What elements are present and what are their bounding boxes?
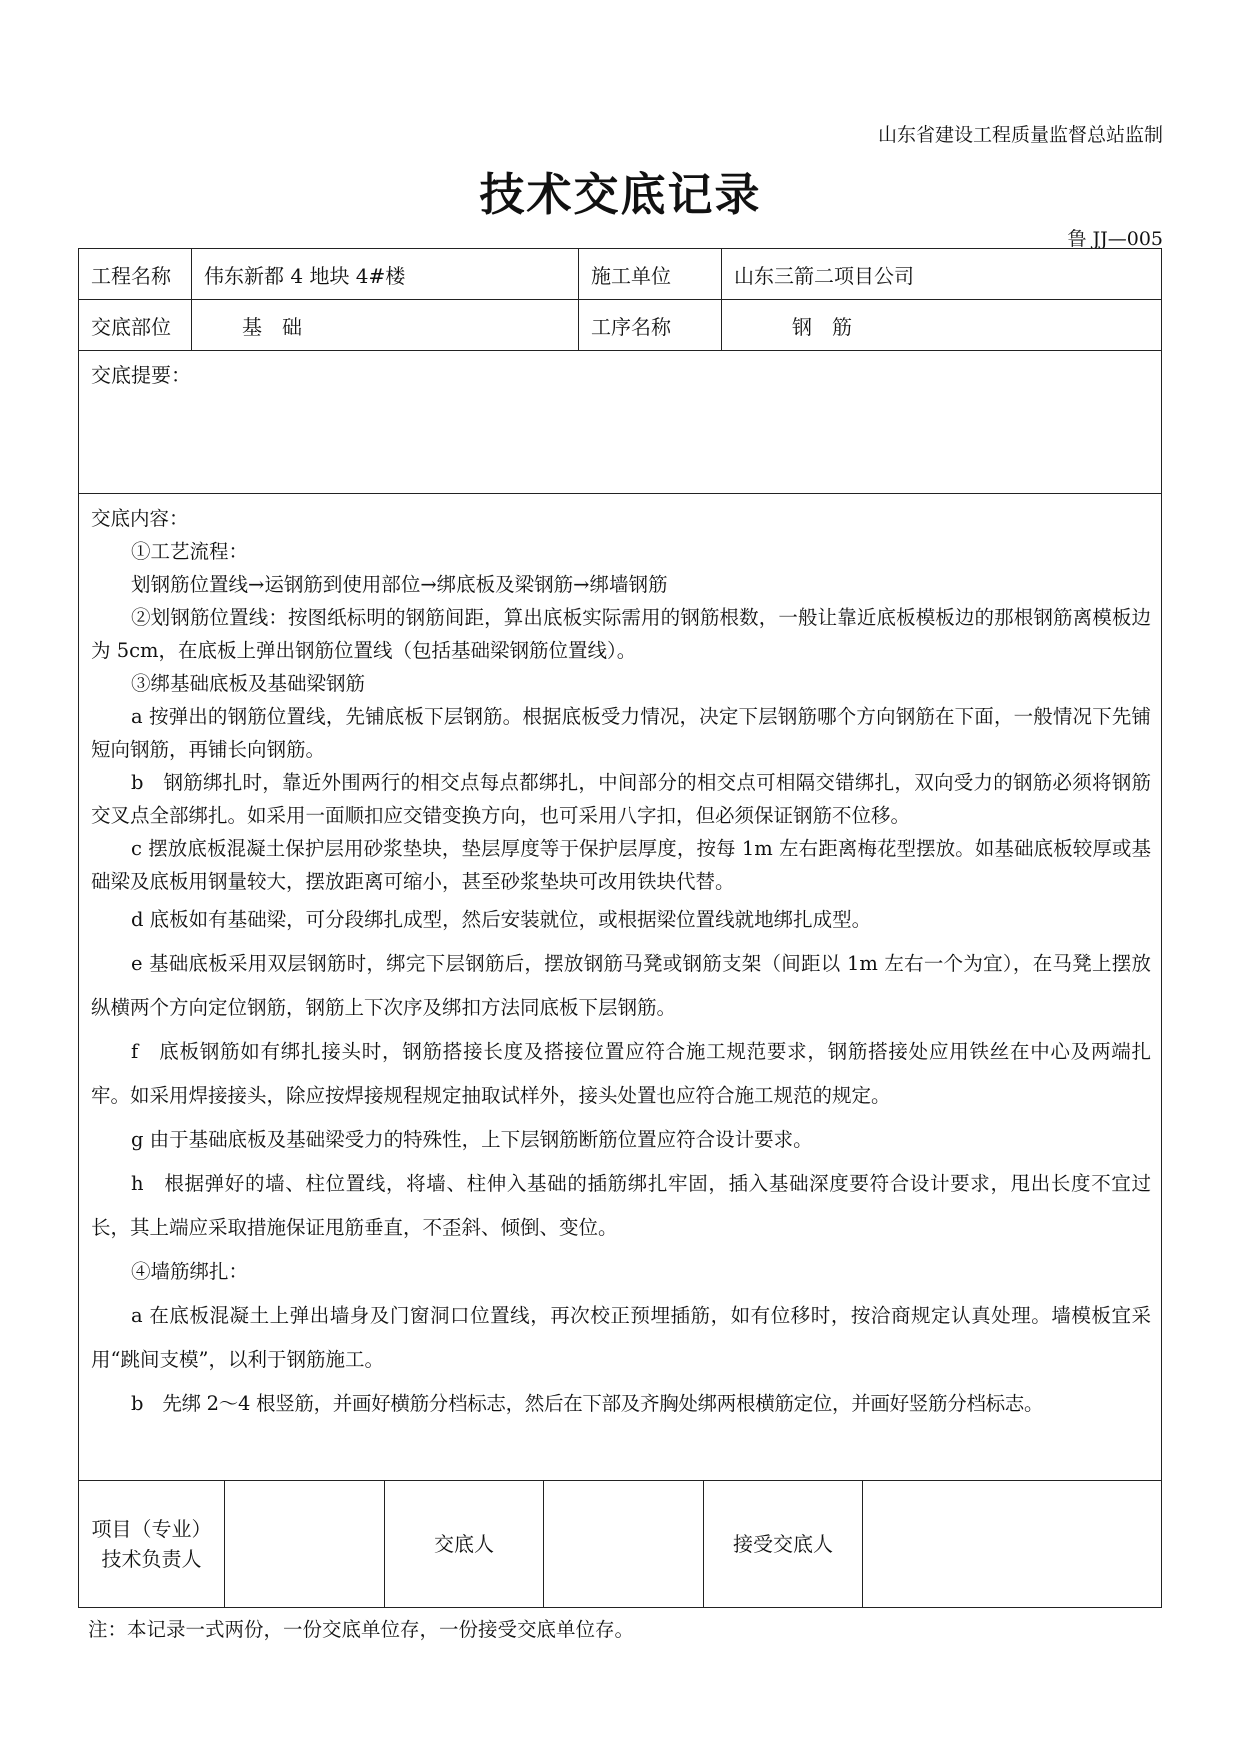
summary-label: 交底提要：	[91, 363, 191, 387]
content-item-g: g 由于基础底板及基础梁受力的特殊性，上下层钢筋断筋位置应符合设计要求。	[131, 1128, 813, 1151]
tech-lead-label	[79, 1481, 225, 1607]
content-item-a: a 按弹出的钢筋位置线，先铺底板下层钢筋。根据底板受力情况，决定下层钢筋哪个方向钢筋在下面，一般情况下先铺短向钢筋，再铺长向钢筋。	[91, 705, 1151, 761]
content-step-2: ②划钢筋位置线：按图纸标明的钢筋间距，算出底板实际需用的钢筋根数，一般让靠近底板模板边的那根钢筋离模板边为 5cm，在底板上弹出钢筋位置线（包括基础梁钢筋位置线）。	[91, 606, 1151, 662]
signature-row	[79, 1481, 1161, 1607]
tech-lead-signature	[225, 1481, 385, 1607]
content-item-e: e 基础底板采用双层钢筋时，绑完下层钢筋后，摆放钢筋马凳或钢筋支架（间距以 1m 左右一个为宜），在马凳上摆放纵横两个方向定位钢筋，钢筋上下次序及绑扣方法同底板下层钢筋。	[91, 952, 1151, 1019]
info-row-project	[79, 249, 1161, 300]
content-body	[91, 502, 1151, 1426]
tech-lead-label-line2: 技术负责人	[101, 1547, 202, 1571]
footnote: 注：本记录一式两份，一份交底单位存，一份接受交底单位存。	[88, 1618, 635, 1641]
content-step-1: ①工艺流程：	[131, 540, 249, 563]
tech-lead-label-line1: 项目（专业）	[91, 1517, 212, 1541]
receiver-label: 接受交底人	[704, 1481, 863, 1607]
presenter-label: 交底人	[385, 1481, 544, 1607]
content-item-b: b 钢筋绑扎时，靠近外围两行的相交点每点都绑扎，中间部分的相交点可相隔交错绑扎，双向受力的钢筋必须将钢筋交叉点全部绑扎。如采用一面顺扣应交错变换方向，也可采用八字扣，但必须保证钢筋不位移。	[91, 771, 1151, 827]
content-step-4: ④墙筋绑扎：	[131, 1260, 249, 1283]
construction-unit-label: 施工单位	[579, 249, 722, 299]
summary-section	[79, 351, 1161, 494]
receiver-signature	[863, 1481, 1161, 1607]
content-wall-item-b: b 先绑 2～4 根竖筋，并画好横筋分档标志，然后在下部及齐胸处绑两根横筋定位，并画好竖筋分档标志。	[131, 1392, 1044, 1415]
supervisor-label: 山东省建设工程质量监督总站监制	[877, 124, 1163, 146]
part-value: 基 础	[192, 300, 579, 350]
process-name-value: 钢 筋	[792, 314, 852, 339]
project-name-value: 伟东新都 4 地块 4#楼	[192, 249, 579, 299]
content-label: 交底内容：	[91, 507, 189, 530]
construction-unit-value: 山东三箭二项目公司	[734, 263, 914, 288]
form-number: 鲁 JJ—005	[1067, 228, 1163, 250]
content-item-c: c 摆放底板混凝土保护层用砂浆垫块，垫层厚度等于保护层厚度，按每 1m 左右距离梅花型摆放。如基础底板较厚或基础梁及底板用钢量较大，摆放距离可缩小，甚至砂浆垫块可改用铁块代替。	[91, 837, 1151, 893]
content-section	[79, 494, 1161, 1481]
content-item-f: f 底板钢筋如有绑扎接头时，钢筋搭接长度及搭接位置应符合施工规范要求，钢筋搭接处应用铁丝在中心及两端扎牢。如采用焊接接头，除应按焊接规程规定抽取试样外，接头处置也应符合施工规范的规定。	[91, 1040, 1151, 1107]
content-step-3: ③绑基础底板及基础梁钢筋	[131, 672, 366, 695]
record-table	[78, 248, 1162, 1608]
content-item-h: h 根据弹好的墙、柱位置线，将墙、柱伸入基础的插筋绑扎牢固，插入基础深度要符合设计要求，甩出长度不宜过长，其上端应采取措施保证甩筋垂直，不歪斜、倾倒、变位。	[91, 1172, 1151, 1239]
project-name-label: 工程名称	[79, 249, 192, 299]
process-name-label: 工序名称	[579, 300, 722, 350]
info-row-part	[79, 300, 1161, 351]
part-label: 交底部位	[79, 300, 192, 350]
content-item-d: d 底板如有基础梁，可分段绑扎成型，然后安装就位，或根据梁位置线就地绑扎成型。	[131, 908, 872, 931]
content-wall-item-a: a 在底板混凝土上弹出墙身及门窗洞口位置线，再次校正预埋插筋，如有位移时，按洽商规定认真处理。墙模板宜采用“跳间支模”，以利于钢筋施工。	[91, 1304, 1151, 1371]
page-title: 技术交底记录	[479, 168, 762, 221]
presenter-signature	[544, 1481, 704, 1607]
content-flow: 划钢筋位置线→运钢筋到使用部位→绑底板及梁钢筋→绑墙钢筋	[131, 573, 668, 596]
